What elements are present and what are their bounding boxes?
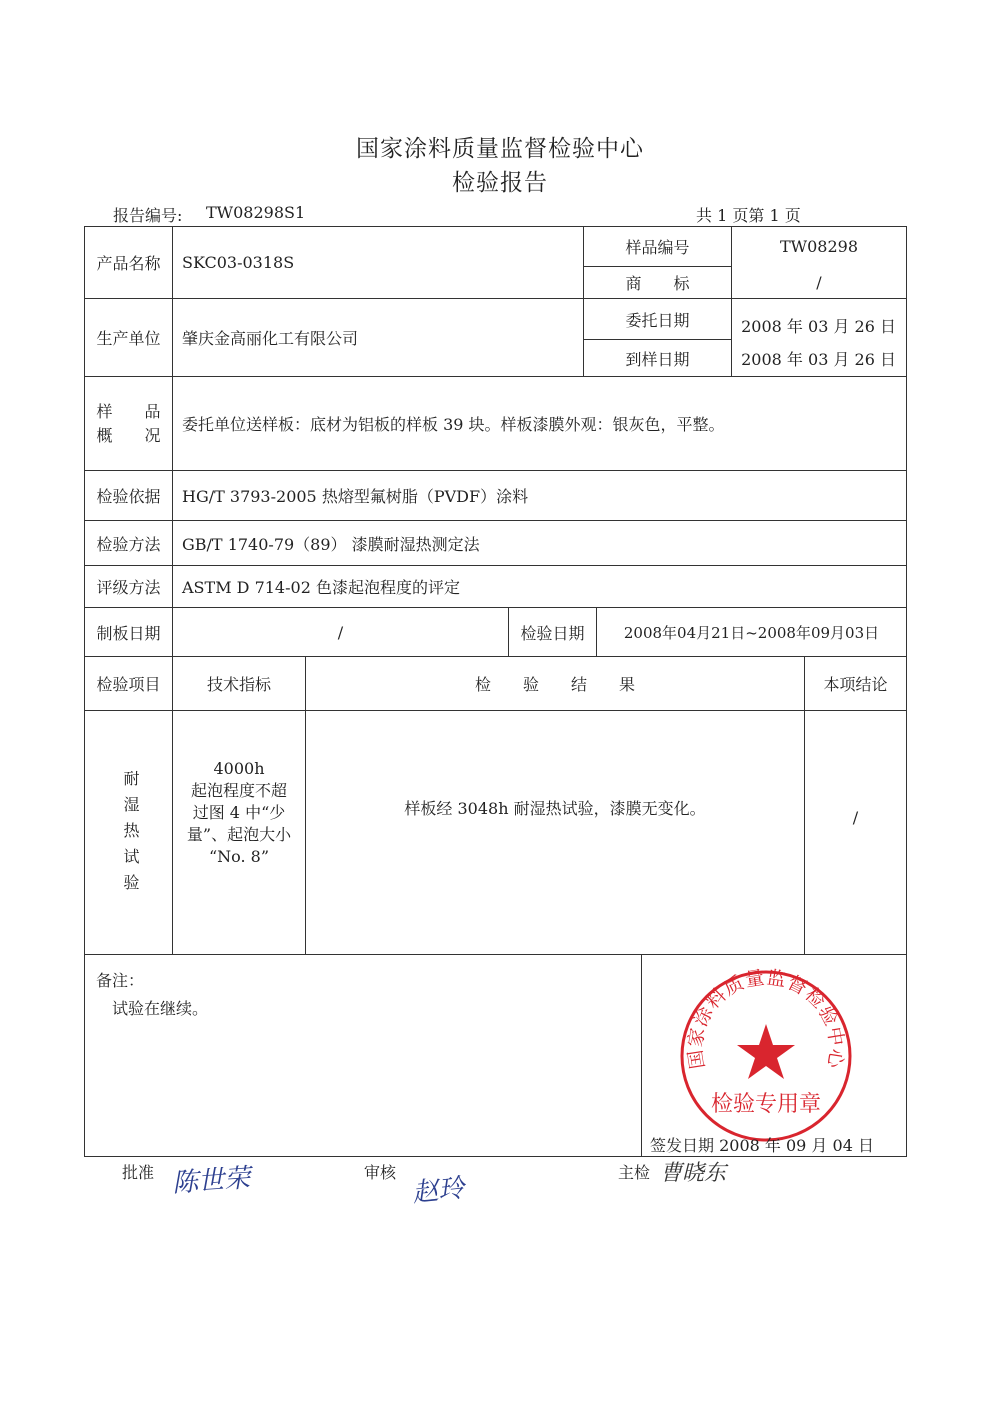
stamp-center-text: 检验专用章 (710, 1092, 822, 1117)
sample-no: TW08298 (779, 237, 858, 256)
page-info: 共 1 页第 1 页 (696, 206, 801, 225)
sample-overview-label-line-2: 概 况 (96, 426, 161, 445)
result-header: 检 验 结 果 (474, 675, 635, 694)
test-item: 耐湿热试验 (121, 770, 140, 900)
brand: / (816, 273, 822, 292)
conclusion-header: 本项结论 (823, 675, 888, 694)
remarks: 试验在继续。 (112, 999, 209, 1018)
test-conclusion: / (852, 808, 859, 827)
spec-line-1: 4000h (213, 759, 265, 778)
rating-label: 评级方法 (96, 578, 161, 597)
basis-label: 检验依据 (96, 487, 161, 506)
sample-overview-label (85, 400, 172, 448)
approve-signature: 陈世荣 (171, 1163, 252, 1199)
stamp-icon (676, 966, 856, 1146)
inspect-label: 主检 (618, 1163, 651, 1182)
spec-line-5: “No. 8” (208, 847, 270, 866)
approve-label: 批准 (122, 1163, 155, 1182)
test-result: 样板经 3048h 耐湿热试验，漆膜无变化。 (404, 799, 706, 818)
issue-date: 签发日期 2008 年 09 月 04 日 (650, 1136, 874, 1155)
method: GB/T 1740-79（89） 漆膜耐湿热测定法 (182, 534, 480, 554)
brand-label: 商 标 (625, 274, 690, 293)
sample-no-label: 样品编号 (625, 238, 690, 257)
commission-date-label: 委托日期 (625, 310, 690, 330)
spec-line-3: 过图 4 中“少 (192, 803, 286, 822)
org-title: 国家涂料质量监督检验中心 (356, 136, 644, 162)
sample-overview-label-line-1: 样 品 (96, 402, 161, 421)
basis: HG/T 3793-2005 热熔型氟树脂（PVDF）涂料 (182, 487, 529, 506)
test-date: 2008年04月21日~2008年09月03日 (623, 623, 880, 642)
arrival-date-label: 到样日期 (625, 349, 690, 369)
panel-date: / (337, 622, 344, 642)
report-no: TW08298S1 (206, 203, 306, 222)
product-name-label: 产品名称 (96, 254, 161, 273)
commission-date: 2008 年 03 月 26 日 (741, 316, 896, 336)
test-date-label: 检验日期 (520, 623, 585, 643)
product-name: SKC03-0318S (182, 253, 295, 272)
manufacturer: 肇庆金高丽化工有限公司 (182, 329, 359, 348)
review-label: 审核 (364, 1163, 397, 1182)
manufacturer-label: 生产单位 (96, 329, 161, 348)
arrival-date: 2008 年 03 月 26 日 (741, 349, 896, 369)
report-no-label: 报告编号: (113, 206, 183, 225)
remarks-label: 备注： (96, 971, 145, 990)
report-title: 检验报告 (452, 170, 548, 196)
review-signature: 赵玲 (410, 1173, 466, 1209)
method-label: 检验方法 (96, 534, 161, 554)
stamp-ring-text: 国家涂料质量监督检验中心 (684, 966, 848, 1071)
spec-text (173, 758, 305, 868)
panel-date-label: 制板日期 (96, 623, 161, 643)
rating: ASTM D 714-02 色漆起泡程度的评定 (182, 578, 460, 597)
inspect-signature: 曹晓东 (660, 1161, 727, 1186)
inspection-stamp (676, 966, 856, 1146)
item-header: 检验项目 (96, 675, 161, 694)
spec-line-4: 量”、起泡大小 (186, 825, 292, 844)
spec-header: 技术指标 (206, 675, 271, 694)
sample-overview: 委托单位送样板：底材为铝板的样板 39 块。样板漆膜外观：银灰色，平整。 (182, 415, 725, 434)
spec-line-2: 起泡程度不超 (190, 781, 287, 800)
